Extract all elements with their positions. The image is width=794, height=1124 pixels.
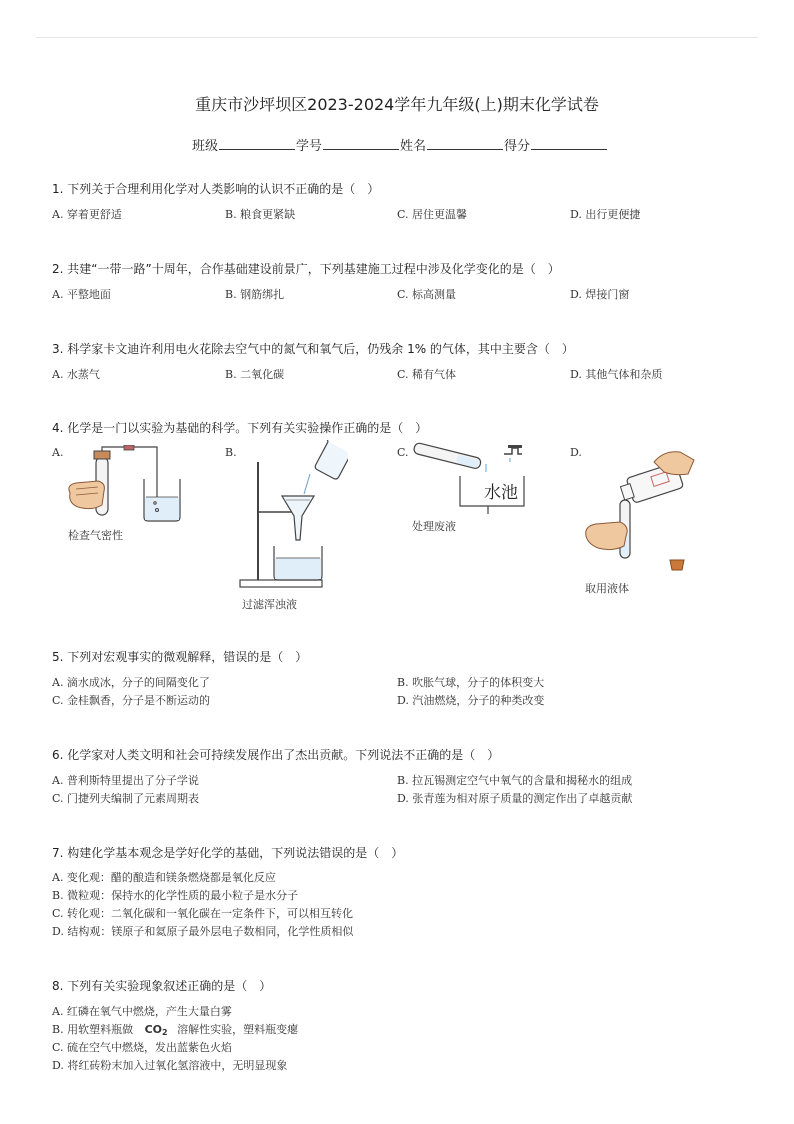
q1-option-b[interactable]: B. 粮食更紧缺 [225, 208, 296, 221]
q7-option-a[interactable]: A. 变化观：醋的酿造和镁条燃烧都是氧化反应 [52, 871, 276, 884]
class-blank[interactable] [219, 137, 295, 150]
q3-option-a[interactable]: A. 水蒸气 [52, 368, 100, 381]
q5-option-d[interactable]: D. 汽油燃烧，分子的种类改变 [397, 694, 545, 707]
waste-liquid-figure [412, 442, 532, 514]
score-label: 得分 [504, 139, 531, 154]
q1-option-c[interactable]: C. 居住更温馨 [397, 208, 468, 221]
q4-option-a[interactable]: A. [52, 446, 64, 459]
q5-option-a[interactable]: A. 滴水成冰，分子的间隔变化了 [52, 676, 210, 689]
q4-option-c[interactable]: C. [397, 446, 409, 459]
q3-option-d[interactable]: D. 其他气体和杂质 [570, 368, 663, 381]
q8-option-b[interactable] [52, 1021, 298, 1037]
filtration-figure [238, 440, 348, 592]
q5-option-c[interactable]: C. 金桂飘香，分子是不断运动的 [52, 694, 211, 707]
student-id-label: 学号 [296, 139, 323, 154]
q4-option-b[interactable]: B. [225, 446, 237, 459]
q6-option-d[interactable]: D. 张青莲为相对原子质量的测定作出了卓越贡献 [397, 792, 633, 805]
name-blank[interactable] [427, 137, 503, 150]
q7-option-b[interactable]: B. 微粒观：保持水的化学性质的最小粒子是水分子 [52, 889, 299, 902]
question-7-stem: 7. 构建化学基本观念是学好化学的基础，下列说法错误的是（ ） [52, 846, 404, 860]
co2-formula-subscript: 2 [162, 1028, 168, 1037]
q2-option-a[interactable]: A. 平整地面 [52, 288, 111, 301]
question-1-stem: 1. 下列关于合理利用化学对人类影响的认识不正确的是（ ） [52, 182, 380, 196]
co2-formula-base: CO [144, 1023, 163, 1036]
question-8-stem: 8. 下列有关实验现象叙述正确的是（ ） [52, 979, 272, 993]
top-rule [36, 37, 758, 38]
caption-waste-liquid: 处理废液 [412, 520, 456, 533]
q8-option-b-text: B. 用软塑料瓶做 [52, 1023, 134, 1036]
q2-option-b[interactable]: B. 钢筋绑扎 [225, 288, 285, 301]
airtightness-check-figure [62, 445, 192, 525]
question-3-stem: 3. 科学家卡文迪许利用电火花除去空气中的氮气和氧气后，仍残余 1% 的气体，其中主要含（ ） [52, 342, 574, 356]
q4-option-d[interactable]: D. [570, 446, 582, 459]
class-label: 班级 [192, 139, 219, 154]
q1-option-a[interactable]: A. 穿着更舒适 [52, 208, 122, 221]
caption-taking-liquid: 取用液体 [585, 582, 629, 595]
student-id-blank[interactable] [323, 137, 399, 150]
question-4-stem: 4. 化学是一门以实验为基础的科学。下列有关实验操作正确的是（ ） [52, 421, 428, 435]
student-info-line [192, 135, 608, 154]
q6-option-b[interactable]: B. 拉瓦锡测定空气中氧气的含量和揭秘水的组成 [397, 774, 633, 787]
q1-option-d[interactable]: D. 出行更便捷 [570, 208, 641, 221]
q5-option-b[interactable]: B. 吹胀气球，分子的体积变大 [397, 676, 545, 689]
q7-option-d[interactable]: D. 结构观：镁原子和氦原子最外层电子数相同，化学性质相似 [52, 925, 354, 938]
q8-option-c[interactable]: C. 硫在空气中燃烧，发出蓝紫色火焰 [52, 1041, 233, 1054]
q7-option-c[interactable]: C. 转化观：二氧化碳和一氧化碳在一定条件下，可以相互转化 [52, 907, 354, 920]
q8-option-b-rest: 溶解性实验，塑料瓶变瘪 [177, 1023, 299, 1036]
q3-option-c[interactable]: C. 稀有气体 [397, 368, 457, 381]
caption-airtightness: 检查气密性 [68, 529, 123, 542]
sink-label: 水池 [484, 483, 518, 503]
page-title: 重庆市沙坪坝区2023-2024学年九年级(上)期末化学试卷 [195, 95, 599, 114]
caption-filtration: 过滤浑浊液 [242, 598, 297, 611]
co2-formula [145, 1023, 168, 1036]
q8-option-d[interactable]: D. 将红砖粉末加入过氧化氢溶液中，无明显现象 [52, 1059, 288, 1072]
q2-option-c[interactable]: C. 标高测量 [397, 288, 457, 301]
question-5-stem: 5. 下列对宏观事实的微观解释，错误的是（ ） [52, 650, 308, 664]
name-label: 姓名 [400, 139, 427, 154]
taking-liquid-figure [584, 440, 702, 578]
q3-option-b[interactable]: B. 二氧化碳 [225, 368, 285, 381]
q6-option-a[interactable]: A. 普利斯特里提出了分子学说 [52, 774, 199, 787]
q8-option-a[interactable]: A. 红磷在氧气中燃烧，产生大量白雾 [52, 1005, 232, 1018]
question-2-stem: 2. 共建“一带一路”十周年，合作基础建设前景广，下列基建施工过程中涉及化学变化的是（ ） [52, 262, 560, 276]
score-blank[interactable] [531, 137, 607, 150]
q6-option-c[interactable]: C. 门捷列夫编制了元素周期表 [52, 792, 200, 805]
q2-option-d[interactable]: D. 焊接门窗 [570, 288, 630, 301]
question-6-stem: 6. 化学家对人类文明和社会可持续发展作出了杰出贡献。下列说法不正确的是（ ） [52, 748, 500, 762]
